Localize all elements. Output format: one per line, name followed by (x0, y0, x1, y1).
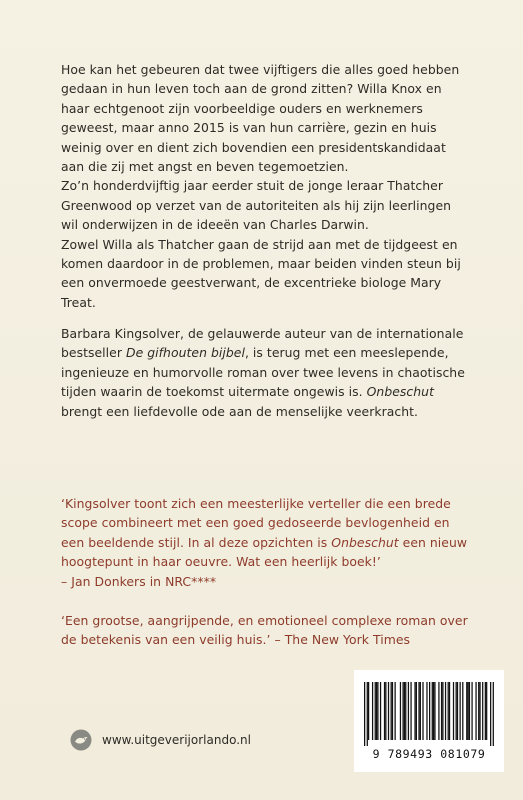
barcode-bar (418, 682, 419, 740)
barcode-bar (482, 682, 483, 740)
barcode-bar (466, 682, 467, 740)
barcode-bar (408, 682, 409, 740)
barcode-bar (449, 682, 450, 740)
barcode-bar (490, 682, 491, 746)
barcode-bar (438, 682, 439, 740)
barcode-bar (410, 682, 411, 740)
review-quote-nrc (61, 494, 471, 591)
review-quote-nyt (61, 611, 471, 650)
isbn-number: 9 789493 081079 (372, 747, 486, 761)
synopsis-paragraph-1: Hoe kan het gebeuren dat twee vijftigers die alles goed hebben gedaan in hun leven toch aan de grond zitten? Willa Knox en haar echtgenoot zijn voorbeeldige ouders en werknemers geweest, maar anno 2015 is van hun carrière, gezin en huis weinig over en dient zich bovendien een presidentskandidaat aan die zij met angst en beven tegemoetzien. (61, 62, 460, 175)
barcode-bar (485, 682, 486, 740)
barcode-bar (367, 682, 368, 746)
barcode-bar (376, 682, 377, 740)
barcode-bar (420, 682, 421, 740)
barcode-bar (462, 682, 463, 740)
barcode-bar (377, 682, 378, 740)
isbn-barcode (354, 670, 504, 772)
barcode-bar (493, 682, 494, 746)
barcode-bar (448, 682, 449, 740)
barcode-bar (445, 682, 446, 740)
barcode-bar (457, 682, 458, 740)
barcode-bar (400, 682, 401, 740)
barcode-bar (478, 682, 479, 740)
book-title-onbeschut: Onbeschut (366, 384, 434, 400)
quote-source: – Jan Donkers in NRC**** (61, 573, 217, 589)
barcode-bar (460, 682, 461, 740)
barcode-bar (426, 682, 427, 740)
bird-in-circle-icon (70, 729, 92, 751)
barcode-bar (384, 682, 385, 740)
barcode-bar (385, 682, 386, 740)
barcode-bar (467, 682, 468, 740)
barcode-bar (433, 682, 434, 740)
publisher-website-link[interactable]: www.uitgeverijorlando.nl (102, 733, 251, 747)
barcode-bar (395, 682, 396, 740)
about-text-c: brengt een liefdevolle ode aan de menselijke veerkracht. (61, 403, 419, 419)
barcode-bar (392, 682, 393, 740)
barcode-bars (364, 682, 494, 746)
barcode-bar (380, 682, 381, 740)
barcode-bar (416, 682, 417, 740)
quote-body (61, 494, 471, 572)
barcode-bar (388, 682, 389, 740)
about-text-a: Barbara Kingsolver, de gelauwerde auteur van de internationale bestseller (61, 326, 464, 361)
barcode-bar (469, 682, 470, 740)
barcode-bar (456, 682, 457, 740)
about-text-b: , is terug met een meeslepende, ingenieuze en humorvolle roman over twee levens in chaotische tijden waarin de toekomst uitermate ongewis is. (61, 345, 465, 400)
barcode-bar (453, 682, 454, 740)
barcode-bar (432, 682, 433, 740)
barcode-bar (471, 682, 472, 740)
quote-text-a: ‘Kingsolver toont zich een meesterlijke verteller die een brede scope combineert met een goed gedoseerde bevlogenheid en een beeldende stijl. In al deze opzichten is (61, 496, 451, 550)
barcode-bar (422, 682, 423, 740)
barcode-bar (479, 682, 480, 740)
barcode-bar (405, 682, 406, 740)
synopsis-paragraph-2: Zo’n honderdvijftig jaar eerder stuit de jonge leraar Thatcher Greenwood op verzet van de autoriteiten als hij zijn leerlingen wil onderwijzen in de ideeën van Charles Darwin. (61, 178, 452, 233)
about-author (61, 324, 471, 421)
barcode-bar (402, 682, 403, 740)
barcode-bar (429, 682, 430, 740)
barcode-bar (375, 682, 376, 740)
about-paragraph (61, 324, 471, 421)
barcode-bar (364, 682, 365, 746)
barcode-bar (486, 682, 487, 740)
synopsis-paragraph-3: Zowel Willa als Thatcher gaan de strijd aan met de tijdgeest en komen daardoor in de problemen, maar beiden vinden steun bij een onvermoede geestverwant, de excentrieke biologe Mary Treat. (61, 236, 461, 310)
barcode-bar (414, 682, 415, 740)
barcode-bar (475, 682, 476, 740)
barcode-bar (434, 682, 435, 740)
quote-book-title: Onbeschut (331, 534, 399, 550)
barcode-bar (441, 682, 442, 740)
book-title-gifhouten-bijbel: De gifhouten bijbel (125, 345, 245, 361)
barcode-bar (391, 682, 392, 740)
quote-body-nyt: ‘Een grootse, aangrijpende, en emotioneel complexe roman over de betekenis van een veilig huis.’ – The New York Times (61, 613, 468, 648)
synopsis (61, 60, 471, 312)
barcode-bar (404, 682, 405, 740)
barcode-bar (442, 682, 443, 740)
barcode-bar (368, 682, 369, 740)
barcode-bar (372, 682, 373, 740)
quote-text-b: een nieuw hoogtepunt in haar oeuvre. Wat een heerlijk boek!’ (61, 534, 468, 570)
